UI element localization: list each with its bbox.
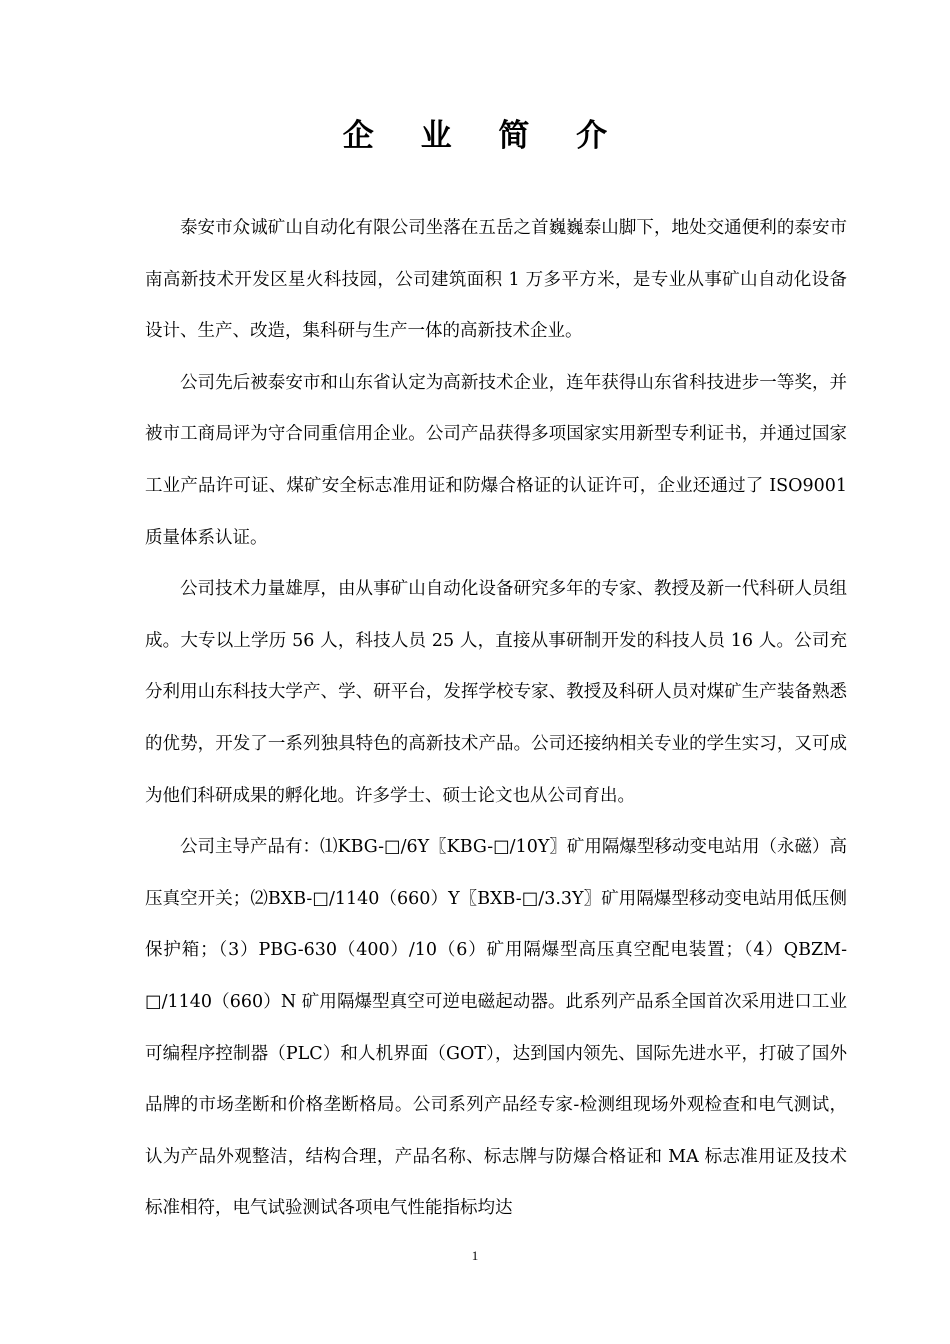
paragraph-certifications: 公司先后被泰安市和山东省认定为高新技术企业，连年获得山东省科技进步一等奖，并被市工商局评为守合同重信用企业。公司产品获得多项国家实用新型专利证书，并通过国家工业产品许可证、煤矿安全标志准用证和防爆合格证的认证许可，企业还通过了 ISO9001 质量体系认证。: [145, 372, 847, 548]
paragraph-technical-strength: 公司技术力量雄厚，由从事矿山自动化设备研究多年的专家、教授及新一代科研人员组成。大专以上学历 56 人，科技人员 25 人，直接从事研制开发的科技人员 16 人。公司充分利用山东科技大学产、学、研平台，发挥学校专家、教授及科研人员对煤矿生产装备熟悉的优势，开发了一系列独具特色的高新技术产品。公司还接纳相关专业的学生实习，又可成为他们科研成果的孵化地。许多学士、硕士论文也从公司育出。: [145, 579, 847, 806]
document-title: 企 业 简 介: [342, 118, 626, 154]
document-body: [145, 203, 847, 1235]
paragraph-main-products: 公司主导产品有：⑴KBG-□/6Y〖KBG-□/10Y〗矿用隔爆型移动变电站用（永磁）高压真空开关；⑵BXB-□/1140（660）Y〖BXB-□/3.3Y〗矿用隔爆型移动变电站用低压侧保护箱；（3）PBG-630（400）/10（6）矿用隔爆型高压真空配电装置；（4）QBZM-□/1140（660）N 矿用隔爆型真空可逆电磁起动器。此系列产品系全国首次采用进口工业可编程序控制器（PLC）和人机界面（GOT），达到国内领先、国际先进水平，打破了国外品牌的市场垄断和价格垄断格局。公司系列产品经专家-检测组现场外观检查和电气测试，认为产品外观整洁，结构合理，产品名称、标志牌与防爆合格证和 MA 标志准用证及技术标准相符，电气试验测试各项电气性能指标均达: [145, 837, 847, 1219]
page-number: 1: [471, 1248, 479, 1263]
paragraph-company-location: 泰安市众诚矿山自动化有限公司坐落在五岳之首巍巍泰山脚下，地处交通便利的泰安市南高新技术开发区星火科技园，公司建筑面积 1 万多平方米，是专业从事矿山自动化设备设计、生产、改造，集科研与生产一体的高新技术企业。: [145, 218, 847, 342]
